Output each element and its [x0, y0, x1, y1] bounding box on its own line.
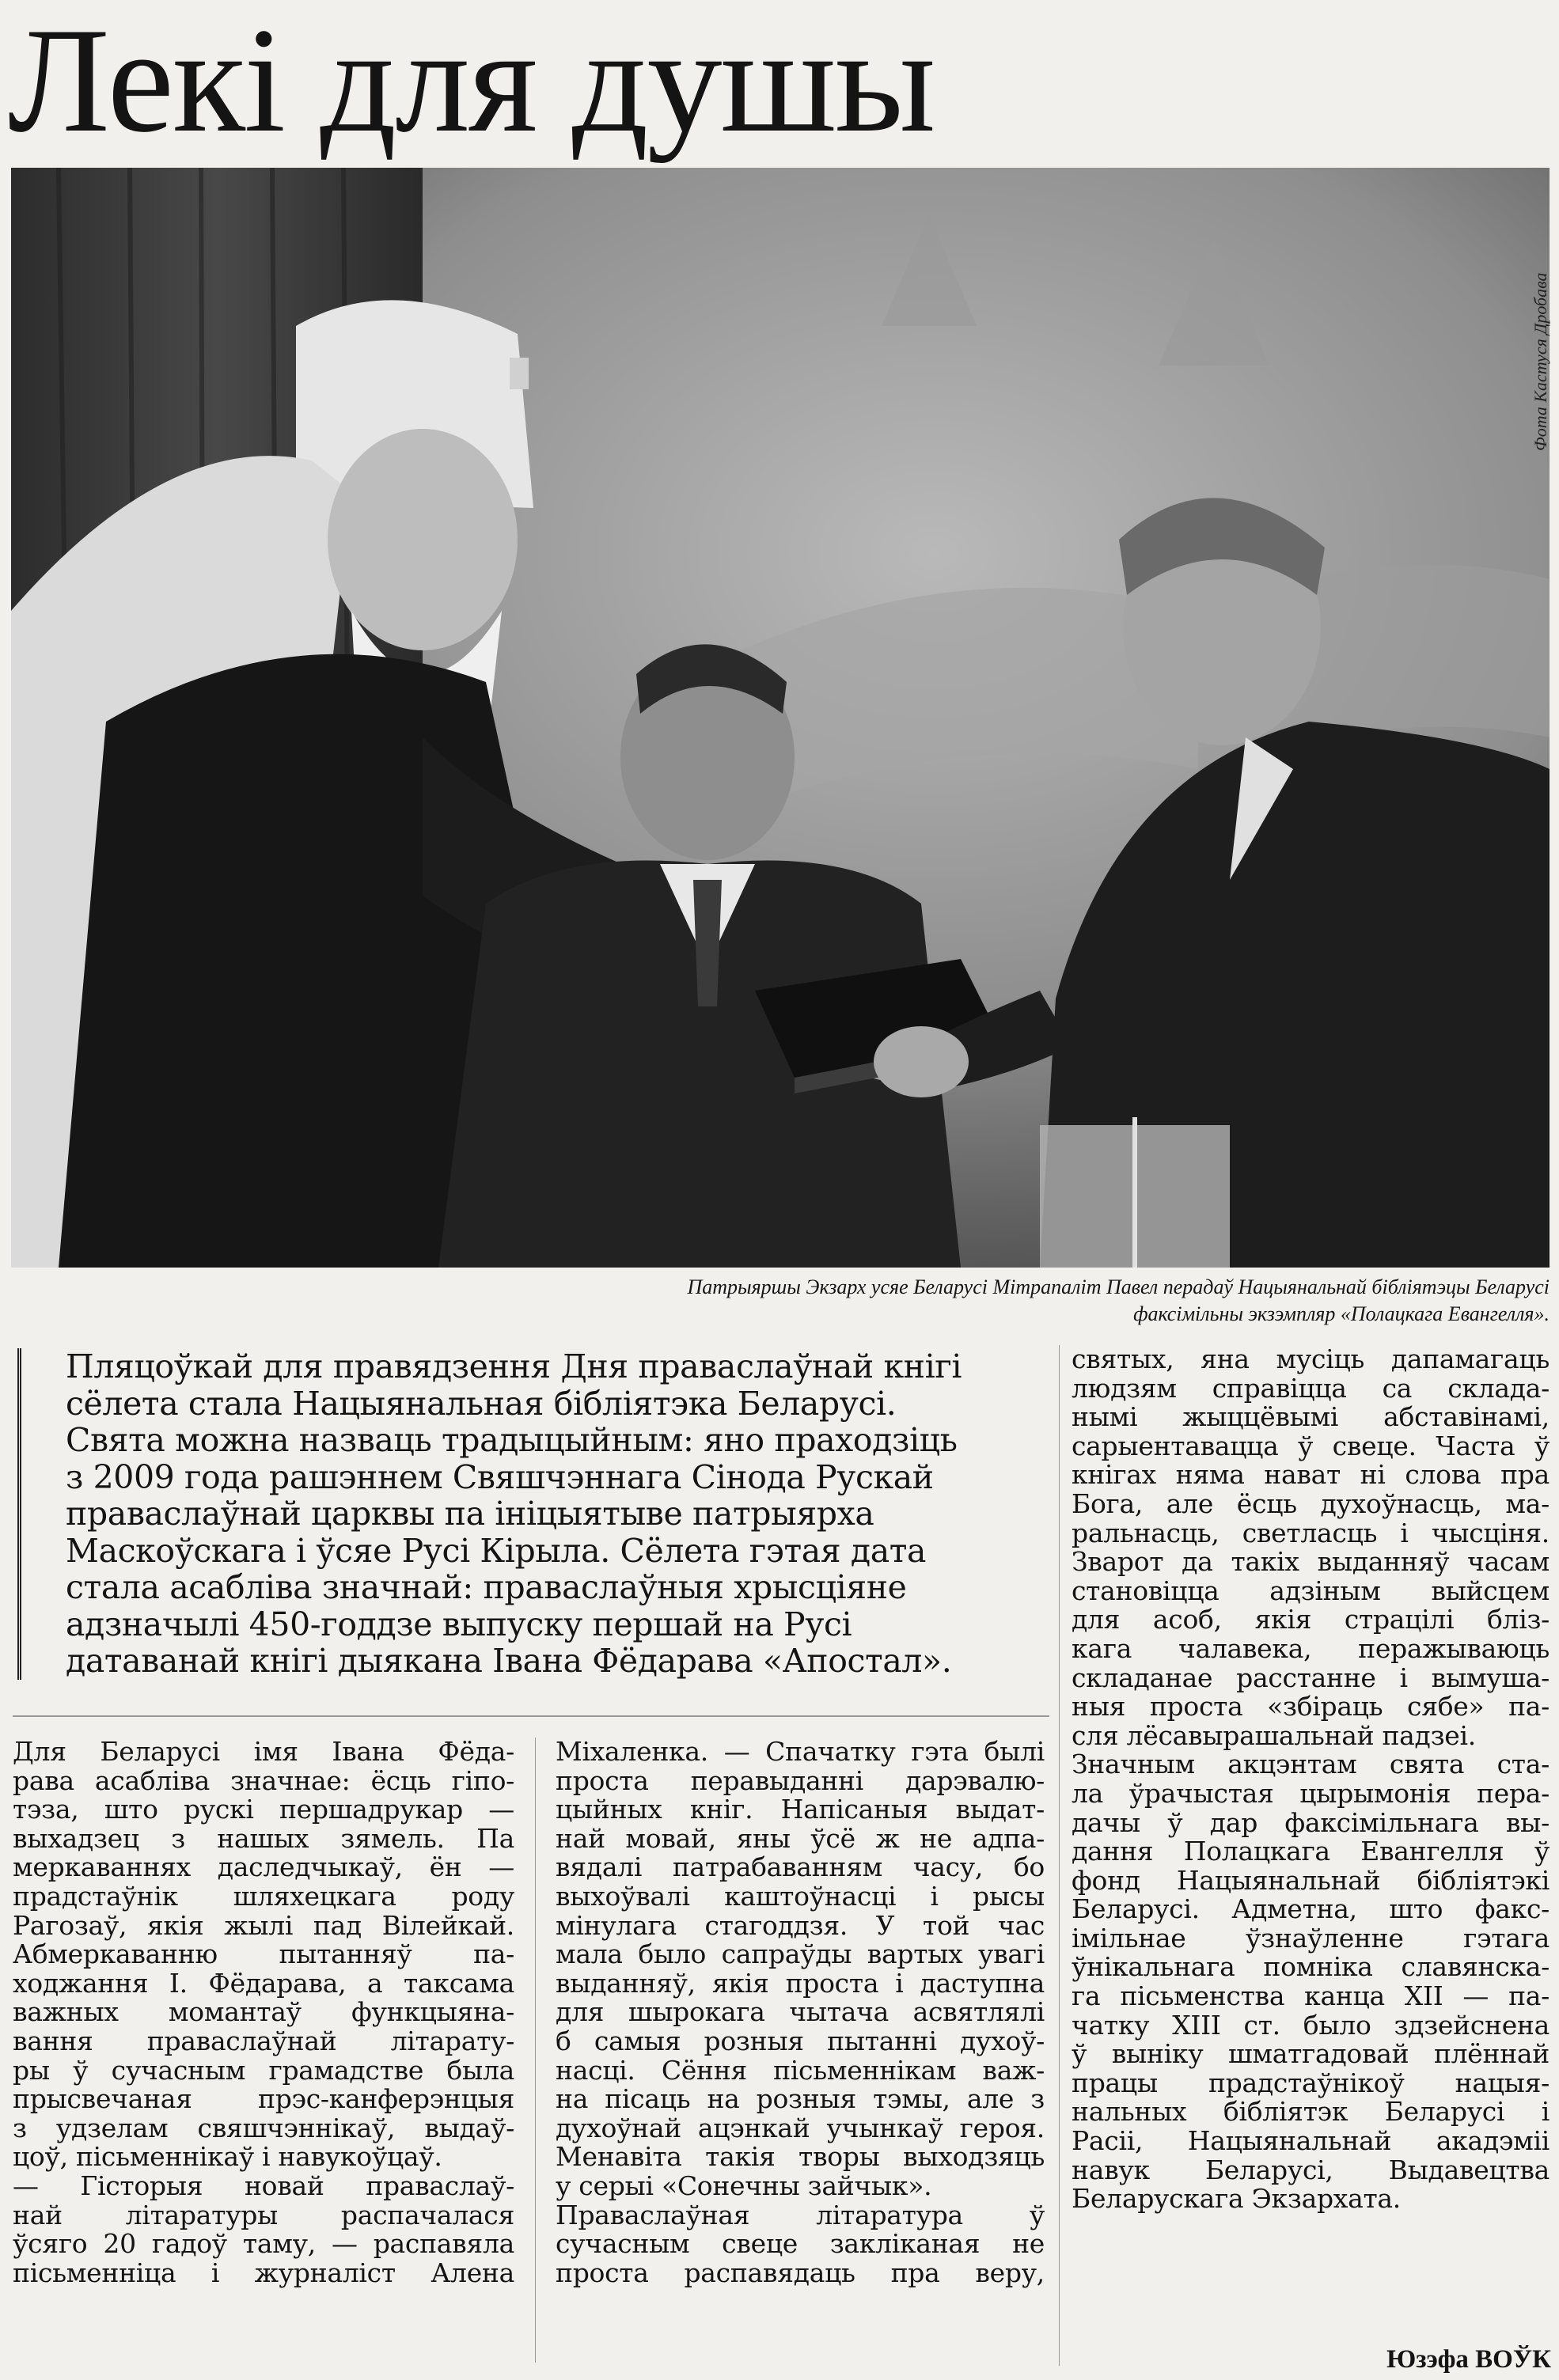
- text-line: на пісаць на розныя тэмы, але з: [556, 2083, 1045, 2115]
- lead-line: Пляцоўкай для правядзення Дня праваслаўнай кнігі: [66, 1347, 962, 1385]
- text-line: сарыентавацца ў свеце. Часта ў: [1072, 1430, 1550, 1461]
- text-line: выхадзец з нашых зямель. Па: [13, 1822, 514, 1854]
- text-line: Праваслаўная літаратура ў: [556, 2199, 1045, 2230]
- text-line: ўсяго 20 гадоў таму, — распавяла: [13, 2228, 514, 2260]
- text-line: людзям справіцца са склада-: [1072, 1372, 1550, 1404]
- text-line: важных момантаў функцыяна-: [13, 1996, 514, 2028]
- text-line: для асоб, якія страцілі бліз-: [1072, 1604, 1550, 1635]
- article-column-2: [556, 1738, 1045, 2287]
- text-line: Абмеркаванню пытанняў па-: [13, 1938, 514, 1970]
- article-column-1: [13, 1738, 514, 2287]
- text-line: нальных бібліятэк Беларусі і: [1072, 2096, 1550, 2128]
- text-line: працы прадстаўнікоў нацыя-: [1072, 2067, 1550, 2098]
- text-line: ральнасць, светласць і чысціня.: [1072, 1517, 1550, 1548]
- text-line: ла ўрачыстая цырымонія пера-: [1072, 1777, 1550, 1809]
- text-line: проста распавядаць пра веру,: [556, 2257, 1045, 2288]
- text-line: кнігах няма нават ні слова пра: [1072, 1459, 1550, 1491]
- text-line: Рагозаў, якія жылі пад Вілейкай.: [13, 1909, 514, 1941]
- article-column-3: [1072, 1345, 1550, 2214]
- text-line: рава асабліва значнае: ёсць гіпо-: [13, 1764, 514, 1796]
- text-line: дачы ў дар факсімільнага вы-: [1072, 1806, 1550, 1838]
- text-line: насці. Сёння пісьменнікам важ-: [556, 2054, 1045, 2086]
- text-line: мала было сапраўды вартых увагі: [556, 1938, 1045, 1970]
- text-line: Зварот да такіх выданняў часам: [1072, 1546, 1550, 1578]
- author-first-name: Юзэфа: [1386, 2345, 1469, 2374]
- lead-paragraph: [17, 1348, 1094, 1680]
- text-line: чатку XIII ст. было здзейснена: [1072, 2009, 1550, 2041]
- text-line: вання праваслаўнай літарату-: [13, 2025, 514, 2056]
- photo-caption: [332, 1274, 1550, 1328]
- text-line: прысвечаная прэс-канферэнцыя: [13, 2083, 514, 2115]
- author-last-name: ВОЎК: [1475, 2345, 1551, 2374]
- text-line: пісьменніца і журналіст Алена: [13, 2257, 514, 2288]
- text-line: сучасным свеце закліканая не: [556, 2228, 1045, 2260]
- text-line: ныя проста «збіраць сябе» па-: [1072, 1691, 1550, 1722]
- text-line: най літаратуры распачалася: [13, 2199, 514, 2230]
- text-line: прадстаўнік шляхецкага роду: [13, 1880, 514, 1912]
- text-line: духоўнай ацэнкай учынкаў героя.: [556, 2112, 1045, 2143]
- text-line: для шырокага чытача асвятлялі: [556, 1996, 1045, 2028]
- lead-line: датаванай кнігі дыякана Івана Фёдарава «Апостал».: [66, 1642, 952, 1680]
- text-line: проста перавыданні дарэвалю-: [556, 1764, 1045, 1796]
- text-line: кага чалавека, перажываюць: [1072, 1632, 1550, 1664]
- text-line: нымі жыццёвымі абставінамі,: [1072, 1401, 1550, 1433]
- text-line: Менавіта такія творы выходзяць: [556, 2141, 1045, 2173]
- text-line: — Гісторыя новай праваслаў-: [13, 2170, 514, 2201]
- text-line: імільнае ўзнаўленне гэтага: [1072, 1922, 1550, 1954]
- text-line: мінулага стагоддзя. У той час: [556, 1909, 1045, 1941]
- text-line: цоў, пісьменнікаў і навукоўцаў.: [13, 2141, 442, 2173]
- text-line: навук Беларусі, Выдавецтва: [1072, 2154, 1550, 2185]
- caption-line: Патрыяршы Экзарх усяе Беларусі Мітрапаліт Павел перадаў Нацыянальнай бібліятэцы Беларусі: [687, 1275, 1550, 1298]
- text-line: Значным акцэнтам свята ста-: [1072, 1749, 1550, 1780]
- lead-line: адзначылі 450-годдзе выпуску першай на Русі: [66, 1605, 852, 1643]
- photo-credit: Фота Кастуся Дробава: [1531, 272, 1550, 451]
- text-line: Бога, але ёсць духоўнасць, ма-: [1072, 1488, 1550, 1519]
- lead-line: праваслаўнай царквы па ініцыятыве патрыярха: [66, 1495, 874, 1533]
- text-line: меркаваннях даследчыкаў, ён —: [13, 1851, 514, 1883]
- text-line: ры ў сучасным грамадстве была: [13, 2054, 514, 2086]
- column-divider: [1059, 1345, 1060, 2366]
- text-line: тэза, што рускі першадрукар —: [13, 1794, 514, 1825]
- text-line: у серыі «Сонечны зайчык».: [556, 2170, 932, 2201]
- lead-line: стала асабліва значнай: праваслаўныя хрысціяне: [66, 1568, 907, 1606]
- text-line: святых, яна мусіць дапамагаць: [1072, 1343, 1550, 1374]
- lead-line: Маскоўскага і ўсяе Русі Кірыла. Сёлета гэтая дата: [66, 1531, 927, 1570]
- lead-line: Свята можна назваць традыцыйным: яно праходзіць: [66, 1421, 958, 1459]
- text-line: фонд Нацыянальнай бібліятэкі: [1072, 1864, 1550, 1896]
- text-line: складанае расстанне і вымуша-: [1072, 1662, 1550, 1693]
- text-line: выданняў, якія проста і даступна: [556, 1967, 1045, 1999]
- lead-bottom-rule: [13, 1715, 1049, 1717]
- text-line: сля лёсавырашальнай падзеі.: [1072, 1719, 1476, 1751]
- text-line: становіцца адзіным выйсцем: [1072, 1575, 1550, 1606]
- lead-line: сёлета стала Нацыянальная бібліятэка Беларусі.: [66, 1384, 897, 1423]
- text-line: цыйных кніг. Напісаныя выдат-: [556, 1794, 1045, 1825]
- text-line: га пісьменства канца XII — па-: [1072, 1980, 1550, 2012]
- text-line: выхоўвалі каштоўнасці і рысы: [556, 1880, 1045, 1912]
- caption-line: факсімільны экзэмпляр «Полацкага Евангелля».: [1133, 1302, 1550, 1325]
- text-line: Міхаленка. — Спачатку гэта былі: [556, 1736, 1045, 1767]
- ceremony-photo: [11, 168, 1550, 1268]
- text-line: Расіі, Нацыянальнай акадэміі: [1072, 2125, 1550, 2157]
- text-line: ходжання І. Фёдарава, а таксама: [13, 1967, 514, 1999]
- text-line: най мовай, яны ўсё ж не адпа-: [556, 1822, 1045, 1854]
- author-byline: [1337, 2345, 1551, 2374]
- text-line: б самыя розныя пытанні духоў-: [556, 2025, 1045, 2056]
- text-line: ў выніку шматгадовай плённай: [1072, 2038, 1550, 2070]
- text-line: ўнікальнага помніка славянска-: [1072, 1951, 1550, 1983]
- text-line: з удзелам свяшчэннікаў, выдаў-: [13, 2112, 514, 2143]
- headline: Лекі для душы: [8, 0, 935, 164]
- lead-line: з 2009 года рашэннем Свяшчэннага Сінода Рускай: [66, 1457, 934, 1496]
- text-line: Беларускага Экзархата.: [1072, 2183, 1401, 2215]
- text-line: дання Полацкага Евангелля ў: [1072, 1836, 1550, 1867]
- text-line: Беларусі. Адметна, што факс-: [1072, 1893, 1550, 1925]
- column-divider: [535, 1738, 536, 2363]
- text-line: вядалі патрабаванням часу, бо: [556, 1851, 1045, 1883]
- text-line: Для Беларусі імя Івана Фёда-: [13, 1736, 514, 1767]
